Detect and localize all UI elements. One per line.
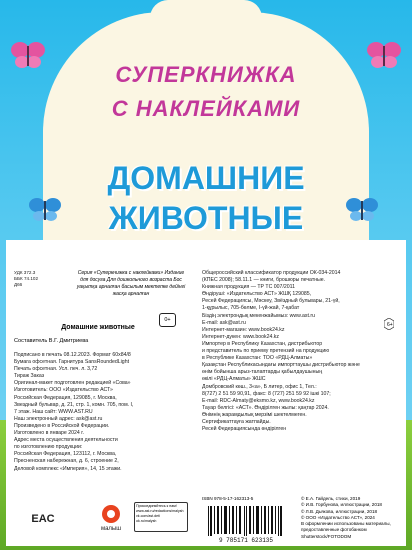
udk-line: ББК 74.102 — [14, 276, 39, 281]
barcode-digits: 9 785171 623135 — [218, 537, 274, 544]
butterfly-icon — [28, 196, 62, 224]
publisher-site-line: www.ast.ru/redactions/malysh — [136, 509, 184, 513]
imprint-line: Произведено в Российской Федерации. — [14, 422, 110, 429]
imprint-line: Ресей Федерациясында өндірілген — [202, 426, 287, 433]
barcode-icon — [202, 500, 290, 544]
copyright-line: © Е.А. Гайдель, стихи, 2019 — [301, 496, 361, 501]
imprint-line: Сертификаттауға жатпайды. — [202, 418, 271, 425]
imprint-line: Тираж Заказ — [14, 373, 45, 380]
publisher-logo-text: малыш — [100, 526, 122, 532]
age-rating-6plus: 6+ — [387, 322, 393, 328]
series-title-line2: С НАКЛЕЙКАМИ — [111, 96, 301, 121]
imprint-left — [14, 352, 133, 473]
imprint-line: Адрес места осуществления деятельности — [14, 437, 118, 444]
book-title-line2: ЖИВОТНЫЕ — [108, 200, 304, 236]
publisher-site-box — [134, 502, 188, 532]
imprint-line: Ресей Федерациясы, Мәскеу, Звёздный бульвары, 21-үй, — [202, 298, 340, 305]
imprint-line: Бумага офсетная. Гарнитура SansRoundedLight — [14, 359, 130, 366]
imprint-line: Звездный бульвар, д. 21, стр. 1, комн. 705, пом. I, — [14, 401, 134, 408]
udk-line: УДК 372.3 — [14, 270, 36, 275]
imprint-line: Российская Федерация, 129085, г. Москва, — [14, 394, 117, 401]
imprint-line: Книжная продукция — ТР ТС 007/2011 — [202, 284, 296, 291]
publisher-site-line: ok.ru/malysh — [136, 519, 157, 523]
publisher-logo-icon — [96, 502, 126, 532]
imprint-line: 7 этаж. Наш сайт: WWW.AST.RU — [14, 408, 93, 415]
author-line: Составитель В.Г. Дмитриева — [14, 338, 89, 344]
age-rating-badge: 0+ — [159, 313, 176, 327]
udk-block — [14, 270, 38, 288]
copyright-block — [301, 496, 401, 540]
isbn-number: ISBN 978-5-17-162313-5 — [202, 496, 254, 501]
publisher-site-line: vk.com/ast.deti — [136, 514, 160, 518]
imprint-line: Интернет-магазин: www.book24.kz — [202, 326, 285, 333]
imprint-line: E-mail: RDC-Almaty@eksmo.kz, www.book24.kz — [202, 397, 315, 404]
imprint-line: (КПЕС 2008); 58.11.1 — книги, брошюры печатные. — [202, 277, 326, 284]
copyright-line: © ООО «Издательство АСТ», 2024 — [301, 514, 375, 520]
butterfly-icon — [366, 40, 402, 70]
imprint-line: Российская Федерация, 123112, г. Москва, — [14, 451, 117, 458]
copyright-line: В оформлении использованы материалы, — [301, 521, 391, 527]
butterfly-icon — [10, 40, 46, 70]
butterfly-icon — [345, 196, 379, 224]
series-title-line1: СУПЕРКНИЖКА — [115, 62, 297, 87]
imprint-line: өнім бойынша арыз-талаптарды қабылдаушының — [202, 369, 323, 376]
imprint-line: Изготовлено в январе 2024 г. — [14, 430, 84, 437]
imprint-line: өкілі «РДЦ-Алматы» ЖШС — [202, 376, 266, 383]
imprint-right — [202, 270, 360, 433]
udk-line: Д66 — [14, 282, 23, 287]
imprint-line: Печать офсетная. Усл. печ. л. 3,72 — [14, 366, 98, 373]
imprint-line: Домбровский көш., 3«а», Б литер, офис 1, Тел.: — [202, 383, 317, 390]
imprint-line: Қазақстан Республикасындағы импорттаушы дистрибьютор және — [202, 362, 360, 369]
series-line: Издание для досуга — [80, 270, 185, 283]
imprint-line: Пресненская набережная, д. 6, строение 2, — [14, 458, 119, 465]
cover-panel-top — [150, 0, 262, 46]
copyright-line: предоставленные фотобанком — [301, 527, 367, 533]
imprint-line: Тауар белгісі: «АСТ». Өндірілген жылы: қаңтар 2024. — [202, 404, 329, 411]
imprint-line: Интернет-дүкен: www.book24.kz — [202, 333, 279, 340]
eac-mark-icon — [30, 502, 56, 532]
imprint-line: по изготовлению продукции: — [14, 444, 83, 451]
series-line: Бос уақытқа арналған басылым — [76, 277, 182, 290]
series-line: Серия «Суперкнижка с наклейками» — [77, 270, 164, 276]
series-block — [76, 270, 186, 298]
publisher-site-line: Присоединяйтесь к нам! — [136, 504, 177, 508]
imprint-line: в Республике Казахстан: ТОО «РДЦ-Алматы» — [202, 355, 313, 362]
imprint-line: Наш электронный адрес: ask@ast.ru — [14, 415, 103, 422]
imprint-line: 1-құрылыс, 705-бөлме, I-үй-жай, 7-қабат — [202, 305, 300, 312]
imprint-line: E-mail: ask@ast.ru — [202, 319, 246, 326]
imprint-line: Импортер в Республику Казахстан, дистрибьютор — [202, 340, 323, 347]
copyright-line: © Л.В. Дьякова, иллюстрации, 2018 — [301, 508, 378, 514]
copyright-line: Shutterstock/FOTODOM — [301, 533, 352, 539]
imprint-line: 8(727) 2 51 59 90,91, факс: 8 (727) 251 59 92 ішкі 107; — [202, 390, 331, 397]
imprint-sheet — [6, 240, 406, 546]
copyright-line: © И.В. Горбунова, иллюстрации, 2018 — [301, 502, 382, 508]
imprint-line: Деловой комплекс «Империя», 14, 15 этажи. — [14, 465, 122, 472]
svg-text:EAC: EAC — [31, 513, 55, 525]
series-line: мектепке дейінгі жасқа арналған — [112, 284, 186, 297]
imprint-line: Изготовитель: ООО «Издательство АСТ» — [14, 387, 113, 394]
imprint-line: Біздің электрондық мекенжайымыз: www.ast.ru — [202, 312, 315, 319]
imprint-line: и представитель по приему претензий на продукцию — [202, 348, 330, 355]
imprint-line: Өнімнің жарамдылық мерзімі шектелмеген. — [202, 411, 307, 418]
book-name: Домашние животные — [61, 324, 135, 331]
book-title-line1: ДОМАШНИЕ — [107, 160, 305, 196]
series-line: Для дошкольного возраста — [106, 277, 172, 283]
imprint-line: Өндіруші: «Издательство АСТ» ЖШҚ 129085, — [202, 291, 312, 298]
imprint-line: Оригинал-макет подготовлен редакцией «Сова» — [14, 380, 131, 387]
imprint-line: Подписано в печать 08.12.2023. Формат 60х84/8 — [14, 352, 131, 358]
imprint-line: Общероссийский классификатор продукции ОК-034-2014 — [202, 270, 341, 276]
